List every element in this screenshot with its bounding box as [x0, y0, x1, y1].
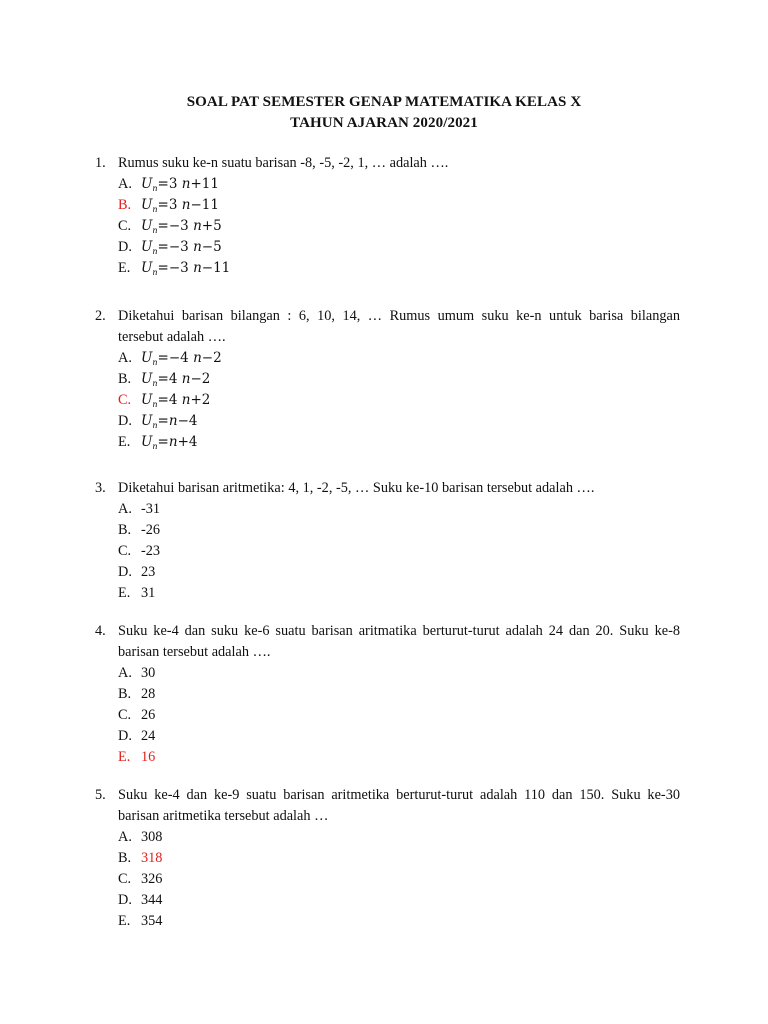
question-number: 3.: [95, 480, 106, 496]
answer-option: [95, 216, 680, 237]
option-formula: $U_n=-3$ n−5: [141, 239, 222, 256]
option-letter: B.: [118, 197, 132, 213]
option-value: -23: [141, 543, 161, 559]
option-formula: $U_n=-4$ n−2: [141, 350, 222, 367]
option-value: 308: [141, 829, 163, 845]
question-text-line: [95, 642, 680, 663]
option-value: 31: [141, 585, 156, 601]
question-text: Rumus suku ke-n suatu barisan -8, -5, -2, 1, … adalah ….: [118, 155, 449, 171]
option-letter: C.: [118, 543, 132, 559]
question-text-line: [95, 806, 680, 827]
question-number: 2.: [95, 308, 106, 324]
option-formula: $U_n=4$ n+2: [141, 392, 211, 409]
question-text: Diketahui barisan bilangan : 6, 10, 14, … Rumus umum suku ke-n untuk barisa bilangan: [118, 308, 680, 324]
option-letter: C.: [118, 707, 132, 723]
question-item: [95, 621, 680, 768]
answer-option: [95, 869, 680, 890]
answer-option: [95, 562, 680, 583]
option-formula: $U_n=n-4$: [141, 413, 198, 430]
option-letter: B.: [118, 850, 132, 866]
answer-option: [95, 848, 680, 869]
answer-option: [95, 432, 680, 453]
option-value: 318: [141, 850, 163, 866]
answer-option: [95, 890, 680, 911]
answer-option: [95, 583, 680, 604]
question-item: [95, 478, 680, 604]
answer-option: [95, 747, 680, 768]
answer-option: [95, 705, 680, 726]
option-letter: D.: [118, 239, 132, 255]
question-text-line: [95, 306, 680, 327]
question-text: barisan aritmetika tersebut adalah …: [118, 808, 329, 824]
question-item: [95, 306, 680, 453]
option-formula: $U_n=4$ n−2: [141, 371, 211, 388]
question-text: barisan tersebut adalah ….: [118, 644, 271, 660]
option-letter: B.: [118, 522, 132, 538]
option-letter: B.: [118, 371, 132, 387]
option-letter: C.: [118, 218, 132, 234]
option-letter: D.: [118, 892, 132, 908]
option-letter: A.: [118, 176, 132, 192]
option-formula: $U_n=3$ n−11: [141, 197, 219, 214]
question-text: Suku ke-4 dan ke-9 suatu barisan aritmetika berturut-turut adalah 110 dan 150. Suku ke-30: [118, 787, 680, 803]
option-value: 24: [141, 728, 156, 744]
option-letter: D.: [118, 564, 132, 580]
question-number: 1.: [95, 155, 106, 171]
answer-option: [95, 911, 680, 932]
question-text-line: [95, 621, 680, 642]
question-text-line: [95, 153, 680, 174]
option-formula: $U_n=-3$ n−11: [141, 260, 231, 277]
question-text-line: [95, 785, 680, 806]
option-letter: E.: [118, 260, 131, 276]
option-letter: E.: [118, 585, 131, 601]
answer-option: [95, 258, 680, 279]
option-letter: C.: [118, 871, 132, 887]
document-subtitle: TAHUN AJARAN 2020/2021: [290, 115, 478, 131]
question-item: [95, 785, 680, 932]
answer-option: [95, 684, 680, 705]
option-value: 26: [141, 707, 156, 723]
answer-option: [95, 174, 680, 195]
option-letter: B.: [118, 686, 132, 702]
question-text-line: [95, 478, 680, 499]
option-letter: A.: [118, 501, 132, 517]
option-letter: E.: [118, 434, 131, 450]
option-value: 28: [141, 686, 156, 702]
answer-option: [95, 237, 680, 258]
option-value: -31: [141, 501, 161, 517]
option-value: 23: [141, 564, 156, 580]
option-value: -26: [141, 522, 161, 538]
option-value: 30: [141, 665, 156, 681]
question-text: Diketahui barisan aritmetika: 4, 1, -2, -5, … Suku ke-10 barisan tersebut adalah ….: [118, 480, 595, 496]
question-text: Suku ke-4 dan suku ke-6 suatu barisan aritmatika berturut-turut adalah 24 dan 20. Suku ke-8: [118, 623, 680, 639]
answer-option: [95, 541, 680, 562]
option-letter: D.: [118, 413, 132, 429]
option-value: 326: [141, 871, 163, 887]
answer-option: [95, 348, 680, 369]
option-letter: D.: [118, 728, 132, 744]
document-title: SOAL PAT SEMESTER GENAP MATEMATIKA KELAS X: [186, 94, 582, 110]
question-number: 5.: [95, 787, 106, 803]
option-formula: $U_n=3$ n+11: [141, 176, 219, 193]
option-value: 354: [141, 913, 163, 929]
answer-option: [95, 369, 680, 390]
question-item: [95, 153, 680, 279]
option-letter: A.: [118, 829, 132, 845]
answer-option: [95, 390, 680, 411]
answer-option: [95, 520, 680, 541]
option-formula: $U_n=-3$ n+5: [141, 218, 222, 235]
question-number: 4.: [95, 623, 106, 639]
answer-option: [95, 411, 680, 432]
answer-option: [95, 827, 680, 848]
answer-option: [95, 726, 680, 747]
option-letter: E.: [118, 913, 131, 929]
option-letter: A.: [118, 665, 132, 681]
question-text-line: [95, 327, 680, 348]
option-letter: E.: [118, 749, 131, 765]
answer-option: [95, 195, 680, 216]
option-letter: A.: [118, 350, 132, 366]
option-letter: C.: [118, 392, 132, 408]
option-formula: $U_n=n+4$: [141, 434, 198, 451]
answer-option: [95, 499, 680, 520]
answer-option: [95, 663, 680, 684]
question-text: tersebut adalah ….: [118, 329, 226, 345]
option-value: 16: [141, 749, 156, 765]
option-value: 344: [141, 892, 163, 908]
